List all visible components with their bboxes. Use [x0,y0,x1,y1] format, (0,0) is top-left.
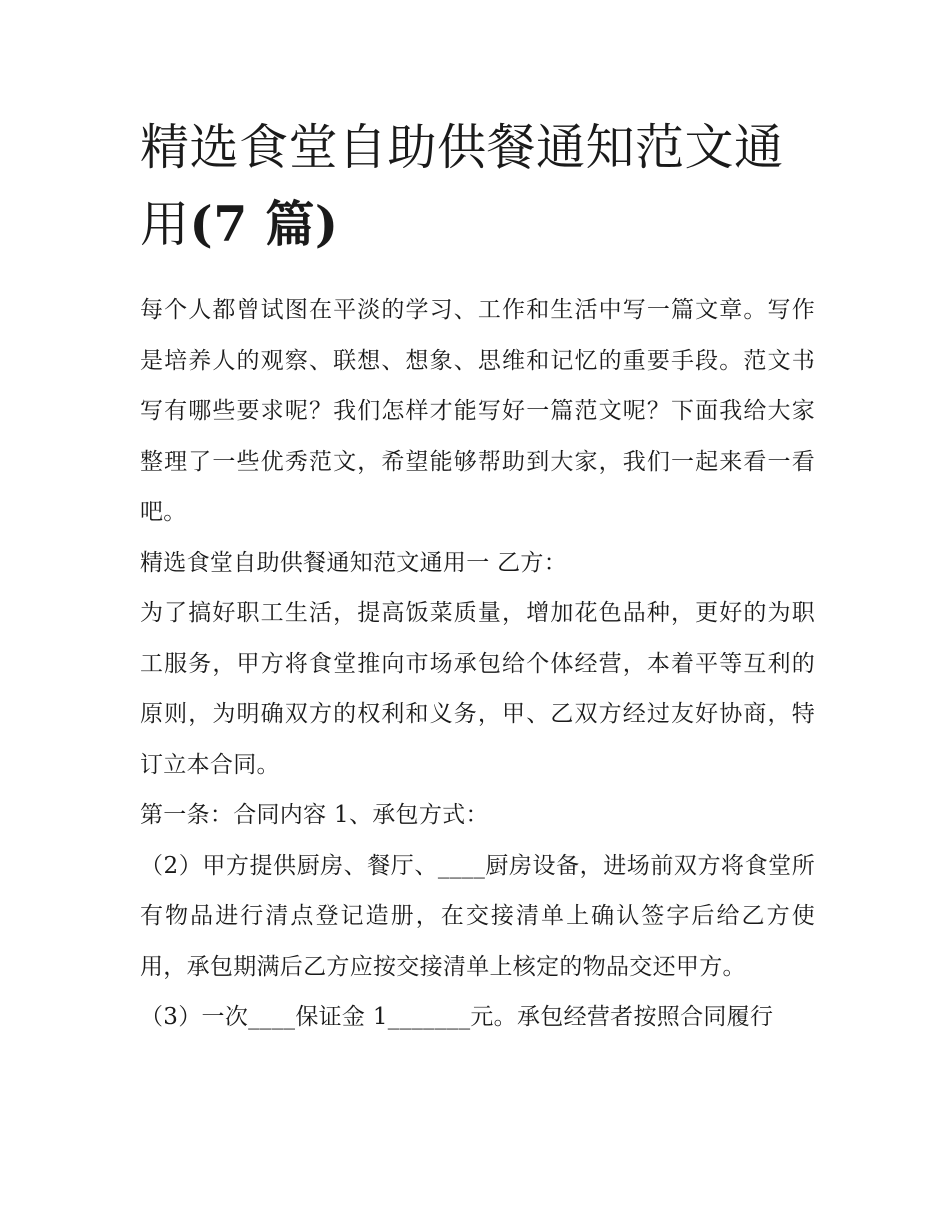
title-text: 精选食堂自助供餐通知范文通用 [140,119,784,253]
clause-2: （2）甲方提供厨房、餐厅、____厨房设备，进场前双方将食堂所有物品进行清点登记造册，在交接清单上确认签字后给乙方使用，承包期满后乙方应按交接清单上核定的物品交还甲方。 [140,852,815,980]
intro-paragraph: 每个人都曾试图在平淡的学习、工作和生活中写一篇文章。写作是培养人的观察、联想、想象、思维和记忆的重要手段。范文书写有哪些要求呢？我们怎样才能写好一篇范文呢？下面我给大家整理了一些优秀范文，希望能够帮助到大家，我们一起来看一看吧。 [140,297,815,525]
contract-preamble: 为了搞好职工生活，提高饭菜质量，增加花色品种，更好的为职工服务，甲方将食堂推向市场承包给个体经营，本着平等互利的原则，为明确双方的权利和义务，甲、乙双方经过友好协商，特订立本合同。 [140,600,815,778]
document-title [140,110,815,263]
clause-3: （3）一次____保证金 1_______元。承包经营者按照合同履行 [140,1004,774,1030]
article-one-heading: 第一条：合同内容 1、承包方式： [140,802,489,828]
document-body [140,285,815,1043]
document-page [140,110,815,1043]
section-heading: 精选食堂自助供餐通知范文通用一 乙方： [140,549,568,576]
title-count: (7 篇) [189,195,339,253]
